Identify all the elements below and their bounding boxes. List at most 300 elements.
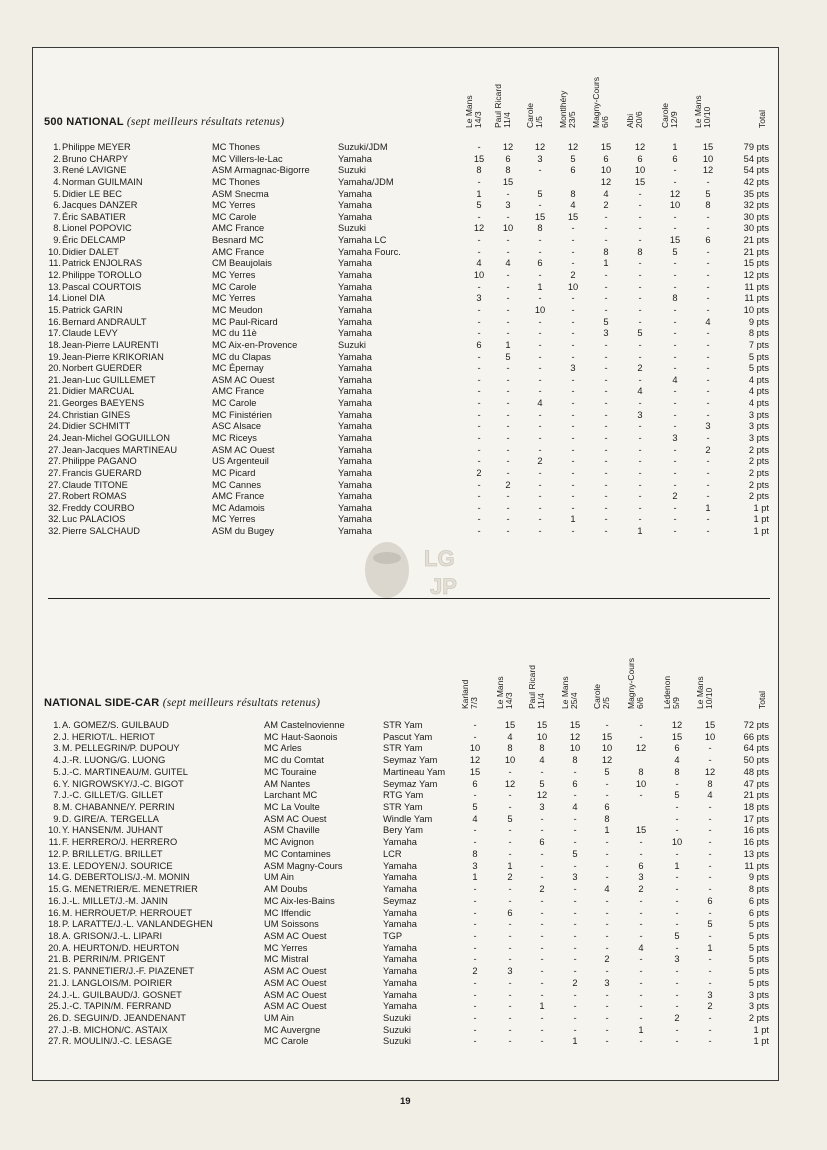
machine: Suzuki [338, 223, 366, 234]
club: ASM Armagnac-Bigorre [212, 165, 310, 176]
round-score: 5 [707, 919, 713, 930]
round-score: - [605, 848, 609, 859]
round-score: - [638, 433, 642, 443]
round-score: 3 [476, 293, 482, 304]
round-score: - [477, 351, 481, 362]
rank: 8. [53, 802, 61, 813]
total-points: 54 pts [743, 153, 769, 164]
round-score: - [477, 456, 481, 467]
round-score: - [573, 813, 577, 824]
round-score: - [506, 409, 510, 420]
round-score: 10 [569, 743, 581, 754]
round-score: 3 [637, 409, 643, 420]
round-score: - [477, 479, 481, 490]
competitor-name: Luc PALACIOS [62, 514, 126, 525]
machine: Yamaha [383, 942, 417, 953]
round-score: - [673, 398, 677, 409]
round-score: - [604, 339, 608, 350]
round-score: - [604, 351, 608, 362]
round-score: 6 [672, 153, 678, 164]
round-score: - [673, 328, 677, 339]
total-points: 12 pts [743, 270, 769, 281]
round-score: - [708, 954, 712, 965]
round-score: 10 [536, 731, 548, 742]
round-score: - [477, 526, 481, 537]
competitor-name: A. GRISON/J.-L. LIPARI [62, 930, 163, 941]
competitor-name: Robert ROMAS [62, 491, 127, 502]
total-points: 1 pt [753, 502, 769, 513]
round-score: 2 [570, 270, 576, 281]
column-header-label: Le Mans 14/3 [464, 95, 483, 128]
round-score: - [675, 895, 679, 906]
machine: Yamaha [338, 514, 372, 525]
machine: Yamaha [338, 153, 372, 164]
machine: Yamaha [338, 211, 372, 222]
round-score: 12 [635, 743, 647, 754]
club: AMC France [212, 246, 265, 257]
club: MC du Comtat [264, 755, 324, 766]
round-score: - [706, 246, 710, 257]
round-score: 15 [634, 176, 646, 187]
round-score: - [706, 514, 710, 525]
total-points: 16 pts [743, 837, 769, 848]
rank: 14. [48, 293, 61, 304]
round-score: 6 [638, 860, 644, 871]
round-score: - [639, 954, 643, 965]
rank: 19. [48, 351, 61, 362]
section-title-text: 500 NATIONAL [44, 116, 124, 128]
round-score: 15 [469, 766, 481, 777]
round-score: 15 [702, 142, 714, 152]
club: MC Finistérien [212, 409, 272, 420]
round-score: - [540, 907, 544, 918]
round-score: - [506, 444, 510, 455]
club: AMC France [212, 223, 265, 234]
rank: 27. [48, 1036, 61, 1047]
round-score: 1 [572, 1036, 578, 1047]
club: ASM du Bugey [212, 526, 275, 537]
round-score: - [673, 351, 677, 362]
club: UM Soissons [264, 919, 319, 930]
total-points: 2 pts [748, 1013, 769, 1023]
round-score: 10 [600, 165, 612, 176]
total-points: 1 pt [753, 1024, 769, 1035]
rank: 4. [53, 755, 61, 766]
round-score: - [508, 1001, 512, 1012]
round-score: - [506, 456, 510, 467]
club: MC Contamines [264, 848, 331, 859]
total-points: 64 pts [743, 743, 769, 754]
total-points: 1 pt [753, 514, 769, 525]
round-score: 15 [504, 720, 516, 730]
club: MC Auvergne [264, 1024, 321, 1035]
column-header-label: Le Mans 10/10 [695, 676, 714, 709]
club: MC Aix-en-Provence [212, 339, 298, 350]
round-score: 8 [570, 188, 576, 199]
round-score: - [477, 142, 481, 152]
round-score: - [675, 942, 679, 953]
round-score: - [673, 258, 677, 269]
machine: Yamaha [338, 374, 372, 385]
round-score: - [639, 966, 643, 977]
round-score: - [605, 778, 609, 789]
column-header-label: Carole 12/9 [660, 102, 679, 128]
round-score: - [571, 409, 575, 420]
competitor-name: A. HEURTON/D. HEURTON [62, 942, 180, 953]
round-score: - [638, 258, 642, 269]
club: MC Thones [212, 142, 260, 152]
round-score: - [604, 491, 608, 502]
total-points: 6 pts [748, 907, 769, 918]
round-score: - [506, 270, 510, 281]
round-score: 1 [672, 142, 678, 152]
rank: 27. [48, 456, 61, 467]
round-score: - [508, 884, 512, 895]
round-score: - [506, 281, 510, 292]
round-score: 12 [473, 223, 485, 234]
machine: STR Yam [383, 720, 423, 730]
round-score: - [540, 930, 544, 941]
round-score: 4 [672, 374, 678, 385]
round-score: - [675, 966, 679, 977]
round-score: - [638, 235, 642, 246]
round-score: 3 [472, 860, 478, 871]
competitor-name: J.-L. MILLET/J.-M. JANIN [62, 895, 168, 906]
round-score: - [540, 860, 544, 871]
rank: 4. [53, 176, 61, 187]
total-points: 66 pts [743, 731, 769, 742]
total-points: 13 pts [743, 848, 769, 859]
round-score: 1 [604, 825, 610, 836]
club: AM Castelnovienne [264, 720, 345, 730]
rank: 18. [48, 930, 61, 941]
round-score: - [708, 930, 712, 941]
machine: Yamaha [338, 526, 372, 537]
competitor-name: Jean-Pierre LAURENTI [62, 339, 159, 350]
rank: 5. [53, 766, 61, 777]
club: MC Picard [212, 467, 256, 478]
round-score: - [605, 1036, 609, 1047]
column-header-label: Karland 7/3 [460, 679, 479, 709]
round-score: - [571, 386, 575, 397]
club: AM Doubs [264, 884, 308, 895]
round-score: - [540, 1024, 544, 1035]
machine: Bery Yam [383, 825, 423, 836]
round-score: - [508, 1013, 512, 1023]
competitor-name: Didier LE BEC [62, 188, 122, 199]
round-score: - [675, 1001, 679, 1012]
round-score: 8 [603, 246, 609, 257]
round-score: 3 [707, 989, 713, 1000]
round-score: - [506, 491, 510, 502]
rank: 12. [48, 848, 61, 859]
round-score: 15 [567, 211, 579, 222]
round-score: - [571, 316, 575, 327]
club: MC Carole [212, 281, 257, 292]
round-score: 5 [537, 188, 543, 199]
rank: 21. [48, 386, 61, 397]
round-score: 12 [702, 165, 714, 176]
round-score: - [508, 1036, 512, 1047]
club: MC La Voulte [264, 802, 320, 813]
round-score: 12 [534, 142, 546, 152]
club: CM Beaujolais [212, 258, 272, 269]
rank: 21. [48, 966, 61, 977]
total-points: 4 pts [748, 374, 769, 385]
round-score: 5 [637, 328, 643, 339]
round-score: - [477, 386, 481, 397]
rank: 3. [53, 165, 61, 176]
round-score: - [605, 895, 609, 906]
round-score: 3 [572, 872, 578, 883]
rank: 27. [48, 491, 61, 502]
round-score: - [573, 860, 577, 871]
machine: STR Yam [383, 802, 423, 813]
round-score: 12 [469, 755, 481, 766]
round-score: - [571, 258, 575, 269]
round-score: 6 [572, 778, 578, 789]
competitor-name: J.-C. TAPIN/M. FERRAND [62, 1001, 172, 1012]
column-header-label: Carole 1/5 [525, 102, 544, 128]
round-score: 3 [507, 966, 513, 977]
round-score: 1 [603, 258, 609, 269]
round-score: - [639, 930, 643, 941]
round-score: - [540, 872, 544, 883]
round-score: 12 [536, 790, 548, 801]
round-score: - [538, 374, 542, 385]
round-score: - [675, 919, 679, 930]
round-score: 2 [572, 977, 578, 988]
competitor-name: Freddy COURBO [62, 502, 135, 513]
round-score: 10 [634, 165, 646, 176]
round-score: - [706, 479, 710, 490]
round-score: 15 [669, 235, 681, 246]
round-score: - [477, 211, 481, 222]
round-score: - [573, 766, 577, 777]
total-points: 3 pts [748, 421, 769, 432]
round-score: - [639, 731, 643, 742]
round-score: 1 [537, 281, 543, 292]
round-score: - [571, 235, 575, 246]
column-header-label: Total [757, 110, 767, 128]
round-score: - [673, 456, 677, 467]
round-score: - [573, 884, 577, 895]
machine: Yamaha [383, 884, 417, 895]
round-score: 8 [604, 813, 610, 824]
round-score: - [477, 409, 481, 420]
round-score: 2 [476, 467, 482, 478]
round-score: - [639, 977, 643, 988]
round-score: - [675, 989, 679, 1000]
rank: 1. [53, 720, 61, 730]
round-score: 8 [672, 293, 678, 304]
rank: 20. [48, 363, 61, 374]
rank: 11. [48, 837, 61, 848]
machine: RTG Yam [383, 790, 424, 801]
round-score: 5 [507, 813, 513, 824]
round-score: 5 [603, 316, 609, 327]
club: AMC France [212, 386, 265, 397]
machine: Yamaha [383, 860, 417, 871]
machine: LCR [383, 848, 402, 859]
round-score: 6 [537, 258, 543, 269]
total-points: 5 pts [748, 954, 769, 965]
page-number: 19 [400, 1096, 411, 1107]
round-score: - [604, 374, 608, 385]
competitor-name: G. DEBERTOLIS/J.-M. MONIN [62, 872, 190, 883]
round-score: 10 [567, 281, 579, 292]
competitor-name: R. MOULIN/J.-C. LESAGE [62, 1036, 173, 1047]
round-score: - [708, 743, 712, 754]
round-score: - [605, 1013, 609, 1023]
machine: Suzuki/JDM [338, 142, 388, 152]
machine: Yamaha [338, 328, 372, 339]
round-score: - [538, 351, 542, 362]
round-score: 10 [504, 755, 516, 766]
machine: Pascut Yam [383, 731, 433, 742]
competitor-name: Patrick GARIN [62, 304, 123, 315]
round-score: - [604, 514, 608, 525]
round-score: - [477, 363, 481, 374]
round-score: - [573, 966, 577, 977]
round-score: - [604, 444, 608, 455]
rank: 24. [48, 989, 61, 1000]
total-points: 18 pts [743, 802, 769, 813]
round-score: 3 [604, 977, 610, 988]
round-score: 4 [637, 386, 643, 397]
round-score: - [473, 720, 477, 730]
machine: Yamaha [338, 479, 372, 490]
rank: 7. [53, 790, 61, 801]
round-score: - [605, 720, 609, 730]
competitor-name: D. GIRE/A. TERGELLA [62, 813, 159, 824]
round-score: - [538, 526, 542, 537]
round-score: - [538, 235, 542, 246]
round-score: - [473, 954, 477, 965]
total-points: 5 pts [748, 942, 769, 953]
round-score: - [639, 837, 643, 848]
round-score: - [538, 514, 542, 525]
section-title-text: NATIONAL SIDE-CAR [44, 697, 160, 709]
round-score: 1 [539, 1001, 545, 1012]
round-score: - [540, 766, 544, 777]
machine: Yamaha [338, 398, 372, 409]
rank: 2. [53, 731, 61, 742]
round-score: 5 [472, 802, 478, 813]
rank: 21. [48, 398, 61, 409]
round-score: - [638, 200, 642, 211]
round-score: 2 [603, 200, 609, 211]
club: MC Yerres [212, 270, 256, 281]
competitor-name: Claude TITONE [62, 479, 128, 490]
round-score: 10 [669, 200, 681, 211]
round-score: - [538, 200, 542, 211]
round-score: - [604, 409, 608, 420]
club: AMC France [212, 491, 265, 502]
rank: 18. [48, 919, 61, 930]
round-score: - [708, 1013, 712, 1023]
total-points: 72 pts [743, 720, 769, 730]
round-score: - [538, 467, 542, 478]
rank: 24. [48, 421, 61, 432]
round-score: - [540, 919, 544, 930]
round-score: 12 [600, 176, 612, 187]
round-score: - [708, 1024, 712, 1035]
competitor-name: Francis GUERARD [62, 467, 142, 478]
total-points: 50 pts [743, 755, 769, 766]
round-score: - [506, 467, 510, 478]
round-score: - [506, 526, 510, 537]
total-points: 9 pts [748, 872, 769, 883]
competitor-name: Jean-Jacques MARTINEAU [62, 444, 178, 455]
round-score: 10 [502, 223, 514, 234]
round-score: - [638, 502, 642, 513]
round-score: - [473, 790, 477, 801]
machine: Seymaz Yam [383, 755, 438, 766]
round-score: - [706, 258, 710, 269]
round-score: - [604, 456, 608, 467]
round-score: 4 [570, 200, 576, 211]
total-points: 1 pt [753, 1036, 769, 1047]
round-score: - [508, 1024, 512, 1035]
round-score: 15 [502, 176, 514, 187]
round-score: - [540, 989, 544, 1000]
round-score: - [673, 270, 677, 281]
round-score: 6 [505, 153, 511, 164]
round-score: - [708, 872, 712, 883]
round-score: - [605, 919, 609, 930]
competitor-name: Pierre SALCHAUD [62, 526, 141, 537]
competitor-name: Éric SABATIER [62, 211, 126, 222]
rank: 12. [48, 270, 61, 281]
column-header-label: Paul Ricard 11/4 [527, 665, 546, 709]
round-score: - [538, 339, 542, 350]
club: MC Carole [264, 1036, 309, 1047]
club: Besnard MC [212, 235, 264, 246]
competitor-name: Norman GUILMAIN [62, 176, 143, 187]
rank: 16. [48, 895, 61, 906]
competitor-name: Bernard ANDRAULT [62, 316, 147, 327]
round-score: 5 [674, 930, 680, 941]
club: ASM AC Ouest [264, 989, 327, 1000]
round-score: - [708, 825, 712, 836]
round-score: - [638, 467, 642, 478]
round-score: - [605, 989, 609, 1000]
round-score: - [708, 1036, 712, 1047]
club: MC Yerres [264, 942, 308, 953]
round-score: - [573, 895, 577, 906]
club: MC Épernay [212, 363, 264, 374]
round-score: - [473, 942, 477, 953]
competitor-name: Claude LEVY [62, 328, 118, 339]
round-score: 2 [707, 1001, 713, 1012]
round-score: - [538, 246, 542, 257]
competitor-name: M. PELLEGRIN/P. DUPOUY [62, 743, 180, 754]
total-points: 3 pts [748, 1001, 769, 1012]
round-score: - [638, 374, 642, 385]
machine: Yamaha [338, 444, 372, 455]
competitor-name: Philippe TOROLLO [62, 270, 142, 281]
round-score: 2 [705, 444, 711, 455]
round-score: 6 [476, 339, 482, 350]
round-score: - [506, 211, 510, 222]
round-score: - [673, 479, 677, 490]
round-score: - [573, 1024, 577, 1035]
round-score: - [538, 165, 542, 176]
competitor-name: Didier SCHMITT [62, 421, 131, 432]
total-points: 4 pts [748, 386, 769, 397]
competitor-name: Jean-Michel GOGUILLON [62, 433, 170, 443]
